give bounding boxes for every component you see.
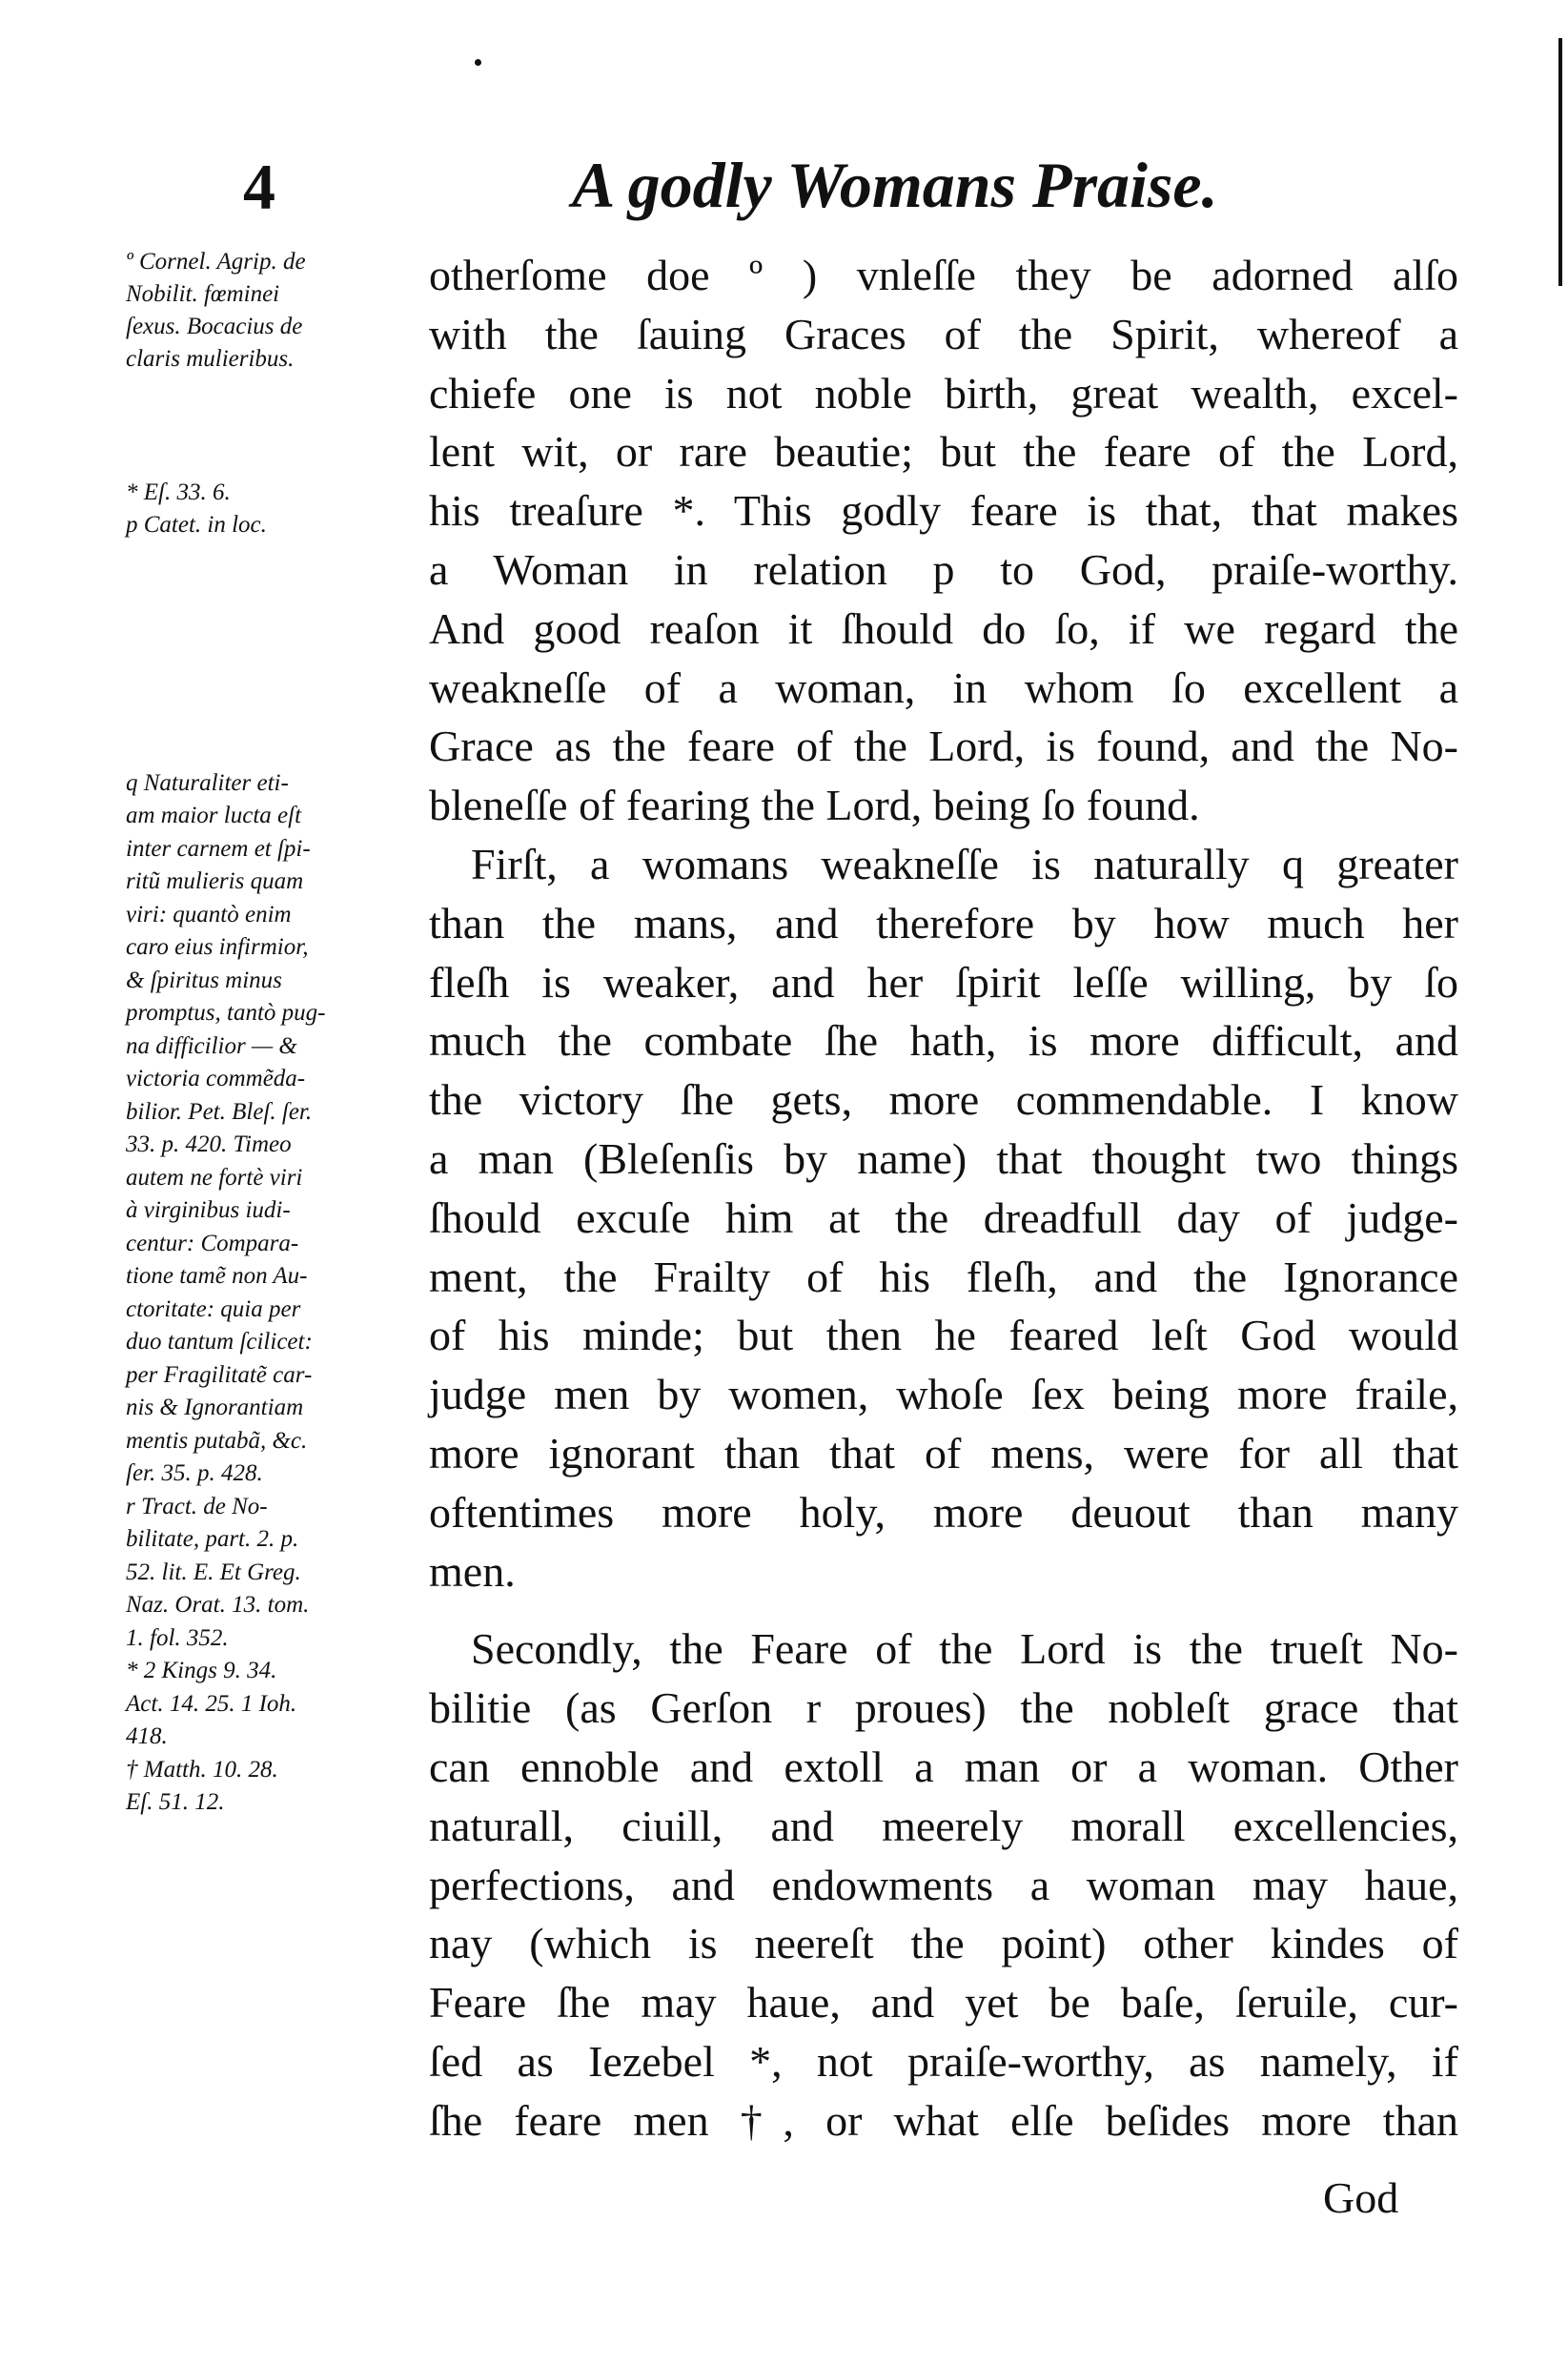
margin-note-line: ſer. 35. p. 428. bbox=[126, 1460, 263, 1486]
margin-note-line: victoria commẽda- bbox=[126, 1066, 306, 1091]
text-line: of his minde; but then he feared leſt God would bbox=[429, 1311, 1458, 1360]
text-line: naturall, ciuill, and meerely morall excellencies, bbox=[429, 1801, 1458, 1850]
margin-note-line: ctoritate: quia per bbox=[126, 1296, 301, 1322]
margin-note-line: tione tamẽ non Au- bbox=[126, 1263, 308, 1289]
margin-note-line: º Cornel. Agrip. de bbox=[126, 249, 306, 275]
text-line: a man (Bleſenſis by name) that thought two things bbox=[429, 1133, 1458, 1183]
margin-note-line: Nobilit. fœminei bbox=[126, 281, 280, 307]
text-line: his treaſure *. This godly feare is that, that makes bbox=[429, 486, 1458, 536]
text-line: can ennoble and extoll a man or a woman. Other bbox=[429, 1742, 1458, 1791]
margin-note-line: centur: Compara- bbox=[126, 1231, 299, 1256]
text-line: than the mans, and therefore by how much her bbox=[429, 898, 1458, 948]
running-title: A godly Womans Praise. bbox=[572, 149, 1218, 221]
margin-note-line: duo tantum ſcilicet: bbox=[126, 1329, 313, 1355]
text-line: with the ſauing Graces of the Spirit, whereof a bbox=[429, 309, 1458, 358]
text-line: ment, the Frailty of his fleſh, and the Ignorance bbox=[429, 1252, 1458, 1301]
margin-note-line: claris mulieribus. bbox=[126, 346, 295, 372]
margin-note-line: & ſpiritus minus bbox=[126, 968, 282, 993]
margin-note-line: Naz. Orat. 13. tom. bbox=[126, 1592, 310, 1618]
margin-note-line: p Catet. in loc. bbox=[126, 512, 267, 538]
margin-note-line: nis & Ignorantiam bbox=[126, 1395, 304, 1420]
margin-note-line: viri: quantò enim bbox=[126, 902, 292, 927]
margin-note-line: Act. 14. 25. 1 Ioh. bbox=[126, 1691, 297, 1717]
text-line: ſhould excuſe him at the dreadfull day of judge- bbox=[429, 1192, 1458, 1242]
margin-note-line: autem ne fortè viri bbox=[126, 1165, 303, 1191]
margin-note-line: * 2 Kings 9. 34. bbox=[126, 1658, 277, 1683]
margin-note-line: bilior. Pet. Bleſ. ſer. bbox=[126, 1099, 313, 1125]
text-line: perfections, and endowments a woman may haue, bbox=[429, 1860, 1458, 1909]
main-text-block bbox=[429, 246, 1458, 2150]
text-line: a Woman in relation p to God, praiſe-worthy. bbox=[429, 544, 1458, 594]
text-line: Feare ſhe may haue, and yet be baſe, ſeruile, cur- bbox=[429, 1978, 1458, 2028]
text-line: more ignorant than that of mens, were for all that bbox=[429, 1428, 1458, 1478]
text-line: weakneſſe of a woman, in whom ſo excellent a bbox=[429, 662, 1458, 712]
margin-note-line: ritũ mulieris quam bbox=[126, 868, 304, 894]
text-line: men. bbox=[429, 1546, 516, 1596]
margin-note-line: am maior lucta eſt bbox=[126, 803, 302, 828]
margin-note-line: r Tract. de No- bbox=[126, 1494, 268, 1519]
margin-note-line: bilitate, part. 2. p. bbox=[126, 1526, 299, 1552]
margin-note-line: inter carnem et ſpi- bbox=[126, 836, 311, 862]
page-edge-rule bbox=[1558, 38, 1562, 286]
margin-note-line: 418. bbox=[126, 1723, 168, 1749]
margin-note-line: caro eius infirmior, bbox=[126, 934, 309, 960]
text-line: judge men by women, whoſe ſex being more fraile, bbox=[429, 1370, 1458, 1419]
margin-note-line: Eſ. 51. 12. bbox=[126, 1789, 225, 1815]
margin-note-line: q Naturaliter eti- bbox=[126, 770, 289, 796]
catchword: God bbox=[1323, 2173, 1399, 2222]
margin-note-line: promptus, tantò pug- bbox=[126, 1000, 326, 1026]
text-line: ſed as Iezebel *, not praiſe-worthy, as namely, if bbox=[429, 2036, 1458, 2086]
text-line: much the combate ſhe hath, is more difficult, and bbox=[429, 1016, 1458, 1066]
text-line: Firſt, a womans weakneſſe is naturally q greater bbox=[471, 839, 1458, 888]
margin-note-line: mentis putabã, &c. bbox=[126, 1428, 308, 1454]
text-line: Grace as the feare of the Lord, is found, and the No- bbox=[429, 722, 1458, 771]
margin-note-line: * Eſ. 33. 6. bbox=[126, 479, 231, 505]
margin-note-line: 33. p. 420. Timeo bbox=[126, 1131, 292, 1157]
text-line: lent wit, or rare beautie; but the feare of the Lord, bbox=[429, 427, 1458, 477]
margin-note-line: à virginibus iudi- bbox=[126, 1197, 291, 1223]
text-line: fleſh is weaker, and her ſpirit leſſe willing, by ſo bbox=[429, 957, 1458, 1007]
text-line: the victory ſhe gets, more commendable. I know bbox=[429, 1075, 1458, 1125]
text-line: oftentimes more holy, more deuout than many bbox=[429, 1487, 1458, 1537]
margin-note-line: 52. lit. E. Et Greg. bbox=[126, 1559, 301, 1585]
margin-note-line: ſexus. Bocacius de bbox=[126, 314, 303, 339]
text-line: And good reaſon it ſhould do ſo, if we regard the bbox=[429, 603, 1458, 653]
text-line: Secondly, the Feare of the Lord is the trueſt No- bbox=[471, 1624, 1458, 1674]
margin-note-line: 1. fol. 352. bbox=[126, 1625, 229, 1651]
text-line: bleneſſe of fearing the Lord, being ſo found. bbox=[429, 781, 1200, 830]
text-line: otherſome doe º ) vnleſſe they be adorned alſo bbox=[429, 251, 1458, 299]
text-line: ſhe feare men †, or what elſe beſides more than bbox=[429, 2095, 1458, 2145]
margin-note-line: na difficilior — & bbox=[126, 1033, 297, 1059]
text-line: chiefe one is not noble birth, great wealth, excel- bbox=[429, 368, 1458, 418]
page-number: 4 bbox=[243, 151, 275, 223]
text-line: bilitie (as Gerſon r proues) the nobleſt grace that bbox=[429, 1683, 1458, 1733]
text-line: nay (which is neereſt the point) other kindes of bbox=[429, 1919, 1458, 1968]
margin-note-line: per Fragilitatẽ car- bbox=[126, 1362, 313, 1388]
ink-dot bbox=[475, 59, 481, 66]
margin-note-line: † Matth. 10. 28. bbox=[126, 1757, 278, 1783]
